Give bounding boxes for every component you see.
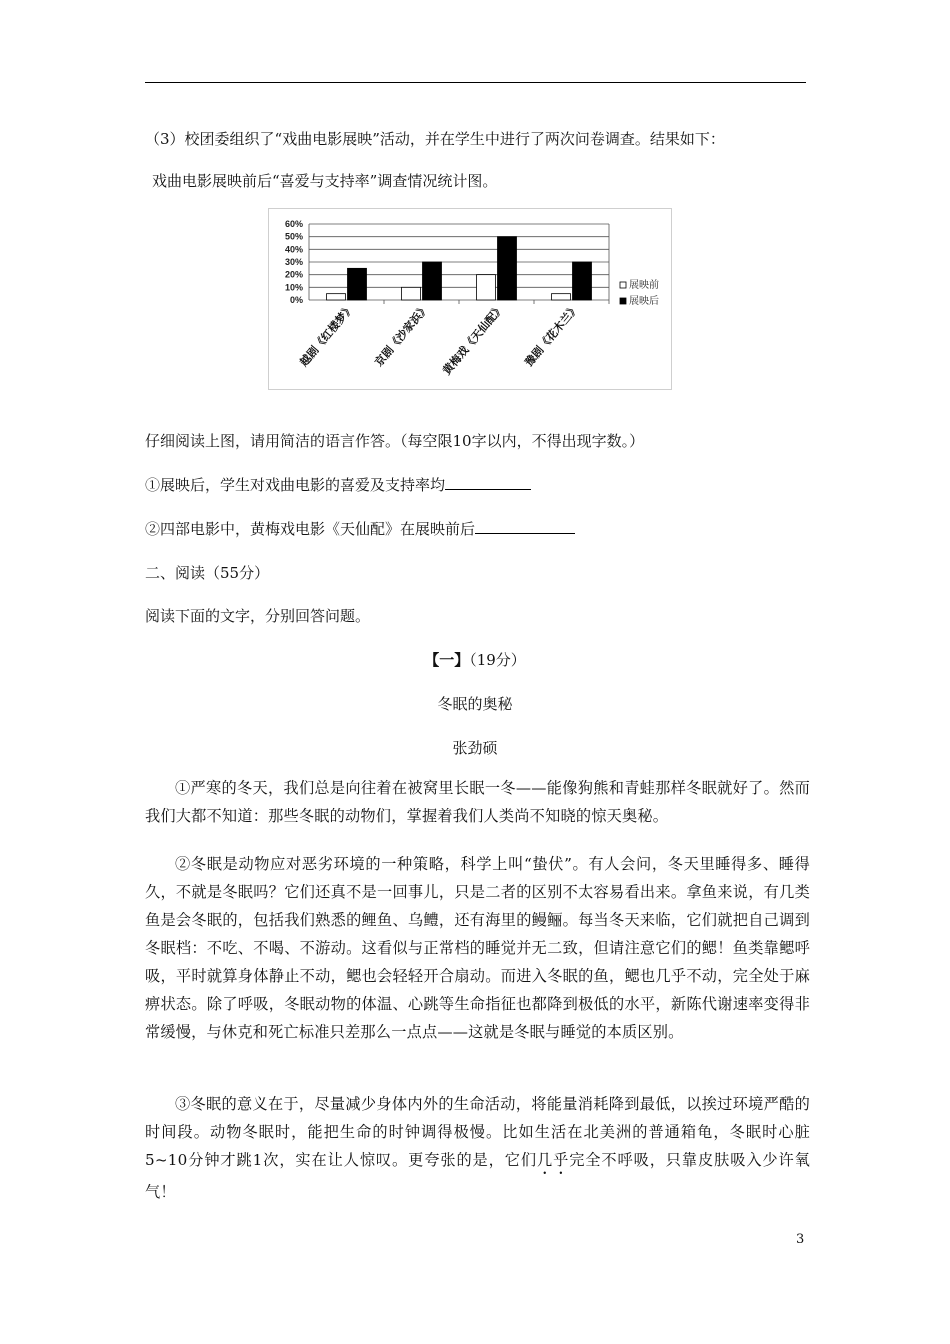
category-label: 越剧《红楼梦》 [297, 301, 357, 369]
answer-blank-2[interactable] [475, 533, 575, 534]
part-score: （19分） [469, 651, 526, 669]
question3-intro: （3）校团委组织了“戏曲电影展映”活动，并在学生中进行了两次问卷调查。结果如下： [145, 130, 725, 148]
answer-instruction: 仔细阅读上图，请用简洁的语言作答。（每空限10字以内，不得出现字数。） [145, 432, 645, 450]
part-label: 【一】 [424, 651, 470, 669]
question-item-1-text: ①展映后，学生对戏曲电影的喜爱及支持率均 [145, 476, 446, 494]
bar-chart-svg [269, 209, 671, 389]
bar-chart [268, 208, 672, 390]
question-item-2-text: ②四部电影中，黄梅戏电影《天仙配》在展映前后 [145, 520, 476, 538]
y-tick-label: 60% [284, 219, 303, 229]
bar-before [402, 287, 421, 300]
header-rule [145, 82, 806, 83]
bar-after [573, 262, 592, 300]
legend-swatch-after [620, 298, 626, 304]
bar-after [423, 262, 442, 300]
legend-label-before: 展映前 [629, 280, 659, 291]
bar-after [498, 237, 517, 300]
bar-before [327, 294, 346, 300]
paragraph-3 [145, 1090, 810, 1206]
reading-instruction: 阅读下面的文字，分别回答问题。 [145, 607, 371, 625]
y-tick-label: 50% [284, 231, 303, 242]
part-label-line [0, 650, 950, 670]
answer-blank-1[interactable] [445, 489, 531, 490]
bar-after [348, 268, 367, 300]
article-title: 冬眠的奥秘 [437, 695, 513, 713]
y-tick-label: 10% [284, 282, 303, 293]
emphasis-text: 几乎 [536, 1151, 570, 1169]
paragraph-2: ②冬眠是动物应对恶劣环境的一种策略，科学上叫“蛰伏”。有人会问，冬天里睡得多、睡得久，不就是冬眠吗？它们还真不是一回事儿，只是二者的区别不太容易看出来。拿鱼来说，有几类鱼是会冬眠的，包括我们熟悉的鲤鱼、乌鳢，还有海里的鳗鲡。每当冬天来临，它们就把自己调到冬眠档：不吃、不喝、不游动。这看似与正常档的睡觉并无二致，但请注意它们的鳃！鱼类靠鳃呼吸，平时就算身体静止不动，鳃也会轻轻开合扇动。而进入冬眠的鱼，鳃也几乎不动，完全处于麻痹状态。除了呼吸，冬眠动物的体温、心跳等生命指征也都降到极低的水平，新陈代谢速率变得非常缓慢，与休克和死亡标准只差那么一点点——这就是冬眠与睡觉的本质区别。 [145, 855, 810, 1041]
bar-before [552, 294, 571, 300]
bar-before [477, 275, 496, 300]
category-label: 黄梅戏《天仙配》 [440, 301, 507, 378]
page-number: 3 [796, 1232, 805, 1247]
paragraph-1: ①严寒的冬天，我们总是向往着在被窝里长眠一冬——能像狗熊和青蛙那样冬眠就好了。然而我们大都不知道：那些冬眠的动物们，掌握着我们人类尚不知晓的惊天奥秘。 [145, 779, 810, 825]
y-tick-label: 40% [284, 244, 303, 255]
legend-label-after: 展映后 [629, 296, 659, 307]
chart-caption: 戏曲电影展映前后“喜爱与支持率”调查情况统计图。 [152, 172, 498, 190]
category-label: 京剧《沙家浜》 [372, 301, 432, 369]
question-item-1 [145, 475, 531, 495]
paragraph-3-a: ③冬眠的意义在于，尽量减少身体内外的生命活动，将能量消耗降到最低，以挨过环境严酷的时间段。动物冬眠时，能把生命的时钟调得极慢。比如生活在北美洲的普通箱龟，冬眠时心脏5~10分钟才跳1次，实在让人惊叹。更夸张的是，它们 [145, 1095, 810, 1169]
y-tick-label: 30% [284, 257, 303, 267]
category-label: 豫剧《花木兰》 [522, 301, 582, 369]
legend-swatch-before [620, 282, 626, 288]
question-item-2 [145, 519, 575, 539]
paragraph-3-b: 完全不呼吸，只靠皮肤吸入少许氧气！ [145, 1151, 811, 1201]
y-tick-label: 20% [284, 269, 303, 280]
section-heading: 二、阅读（55分） [145, 564, 270, 582]
y-tick-label: 0% [289, 295, 303, 305]
article-author: 张劲硕 [452, 739, 498, 757]
